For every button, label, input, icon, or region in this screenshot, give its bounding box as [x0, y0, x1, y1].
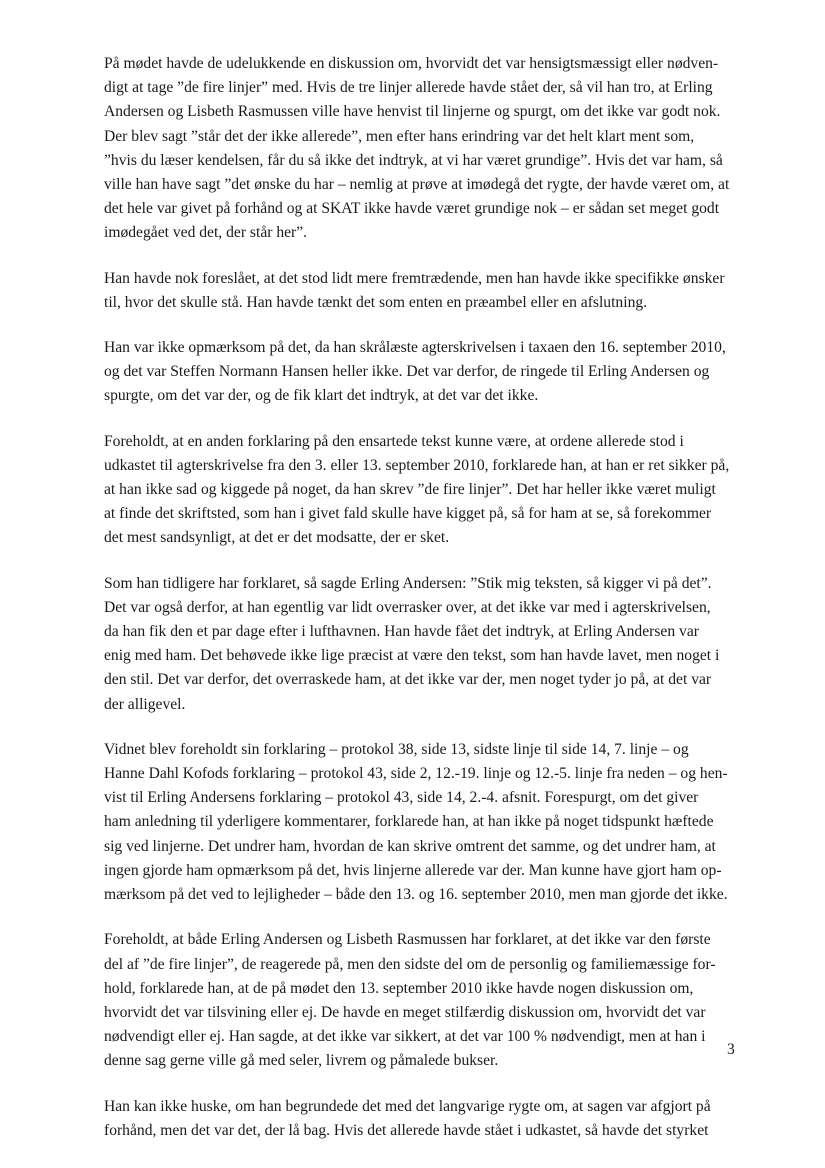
paragraph-2: Han havde nok foreslået, at det stod lidt mere fremtrædende, men han havde ikke specifikke ønsker til, hvor det skulle stå. Han havde tænkt det som enten en præambel eller en afslutning.: [104, 269, 725, 311]
paragraph-4: Foreholdt, at en anden forklaring på den ensartede tekst kunne være, at ordene allerede stod i udkastet til agterskrivelse fra den 3. eller 13. september 2010, forklarede han, at han er ret sikker på, at han ikke sad og kiggede på noget, da han skrev ”de fire linjer”. Det har heller ikke været muligt at finde det skriftsted, som han i givet fald skulle have kigget på, så for ham at se, så forekommer det mest sandsynligt, at det er det modsatte, der er sket.: [104, 432, 730, 547]
paragraph-8: Han kan ikke huske, om han begrundede det med det langvarige rygte om, at sagen var afgjort på forhånd, men det var det, der lå bag. Hvis det allerede havde stået i udkastet, så havde det styrket: [104, 1097, 711, 1139]
page-number: 3: [727, 1041, 735, 1058]
paragraph-5: Som han tidligere har forklaret, så sagde Erling Andersen: ”Stik mig teksten, så kigger vi på det”. Det var også derfor, at han egentlig var lidt overrasker over, at det ikke var med i agterskrivelsen, da han fik den et par dage efter i lufthavnen. Han havde fået det indtryk, at Erling Andersen var enig med ham. Det behøvede ikke lige præcist at være den tekst, som han havde lavet, men noget i den stil. Det var derfor, det overraskede ham, at det ikke var der, men noget tyder jo på, at det var der alligevel.: [104, 574, 720, 713]
paragraph-7: Foreholdt, at både Erling Andersen og Lisbeth Rasmussen har forklaret, at det ikke var den første del af ”de fire linjer”, de reagerede på, men den sidste del om de personlig og familiemæssige for- hold, forklarede han, at de på mødet den 13. september 2010 ikke havde nogen diskussion om, hvorvidt det var tilsvining eller ej. De havde en meget stilfærdig diskussion om, hvorvidt det var nødvendigt eller ej. Han sagde, at det ikke var sikkert, at det var 100 % nødvendigt, men at han i denne sag gerne ville gå med seler, livrem og påmalede bukser.: [104, 931, 716, 1070]
paragraph-6: Vidnet blev foreholdt sin forklaring – protokol 38, side 13, sidste linje til side 14, 7. linje – og Hanne Dahl Kofods forklaring – protokol 43, side 2, 12.-19. linje og 12.-5. linje fra neden – og hen- vist til Erling Andersens forklaring – protokol 43, side 14, 2.-4. afsnit. Forespurgt, om det giver ham anledning til yderligere kommentarer, forklarede han, at han ikke på noget tidspunkt hæftede sig ved linjerne. Det undrer ham, hvordan de kan skrive omtrent det samme, og det undrer ham, at ingen gjorde ham opmærksom på det, hvis linjerne allerede var der. Man kunne have gjort ham op- mærksom på det ved to lejligheder – både den 13. og 16. september 2010, men man gjorde det ikke.: [104, 740, 728, 904]
paragraph-1: På mødet havde de udelukkende en diskussion om, hvorvidt det var hensigtsmæssigt eller nødven- digt at tage ”de fire linjer” med. Hvis de tre linjer allerede havde stået der, så vil han tro, at Erling Andersen og Lisbeth Rasmussen ville have henvist til linjerne og spurgt, om det ikke var godt nok. Der blev sagt ”står det der ikke allerede”, men efter hans erindring var det helt klart ment som, ”hvis du læser kendelsen, får du så ikke det indtryk, at vi har været grundige”. Hvis det var ham, så ville han have sagt ”det ønske du har – nemlig at prøve at imødegå det rygte, der havde været om, at det hele var givet på forhånd og at SKAT ikke havde været grundige nok – er sådan set meget godt imødegået ved det, der står her”.: [104, 55, 730, 242]
body-text: [104, 52, 736, 1164]
paragraph-3: Han var ikke opmærksom på det, da han skrålæste agterskrivelsen i taxaen den 16. september 2010, og det var Steffen Normann Hansen heller ikke. Det var derfor, de ringede til Erling Andersen og spurgte, om det var der, og de fik klart det indtryk, at det var det ikke.: [104, 339, 726, 405]
